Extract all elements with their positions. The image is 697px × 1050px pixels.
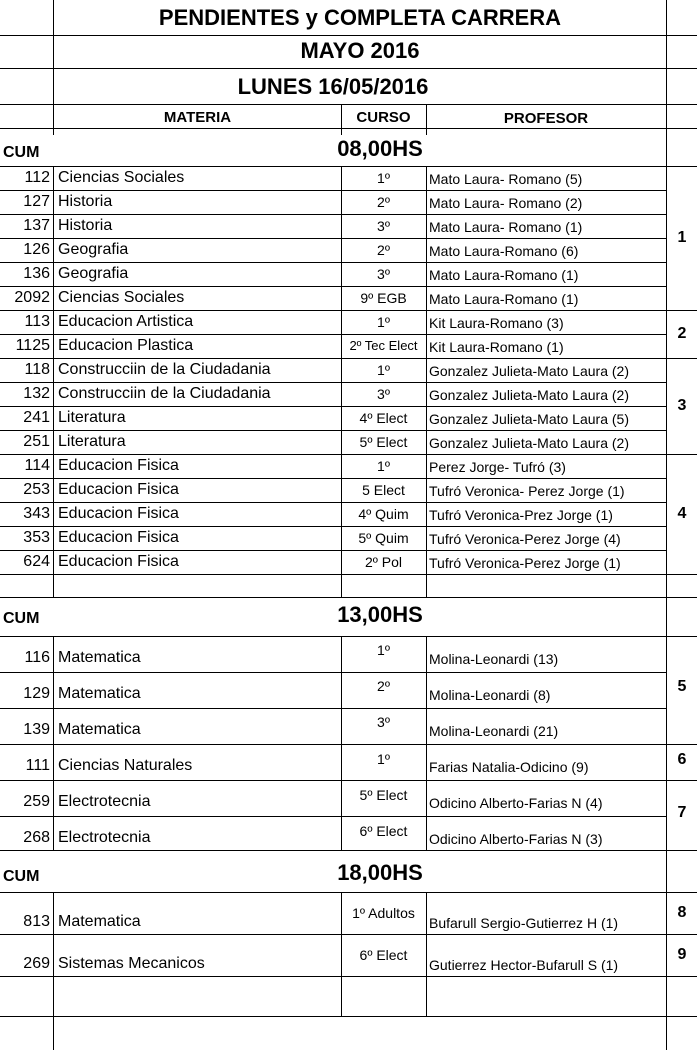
grid-line bbox=[0, 850, 697, 851]
grid-line bbox=[0, 708, 666, 709]
grid-line bbox=[0, 238, 666, 239]
code-cell: 118 bbox=[24, 361, 50, 378]
code-cell: 259 bbox=[23, 793, 50, 810]
code-cell: 139 bbox=[23, 721, 50, 738]
profesor-cell: Molina-Leonardi (8) bbox=[429, 687, 551, 703]
profesor-cell: Tufró Veronica-Perez Jorge (4) bbox=[429, 531, 621, 547]
cum-label: CUM bbox=[3, 144, 40, 161]
code-cell: 137 bbox=[23, 217, 50, 234]
curso-cell: 1º bbox=[377, 170, 390, 186]
group-number: 2 bbox=[677, 325, 687, 342]
curso-cell: 3º bbox=[377, 218, 390, 234]
curso-cell: 1º bbox=[377, 362, 390, 378]
curso-cell: 5º Elect bbox=[359, 434, 408, 450]
curso-cell: 1º bbox=[377, 458, 390, 474]
grid-line bbox=[0, 262, 666, 263]
curso-cell: 6º Elect bbox=[359, 823, 408, 839]
grid-line bbox=[0, 358, 697, 359]
grid-line bbox=[0, 574, 697, 575]
grid-line bbox=[426, 104, 427, 135]
code-cell: 132 bbox=[23, 385, 50, 402]
profesor-cell: Mato Laura- Romano (2) bbox=[429, 195, 583, 211]
curso-cell: 1º bbox=[377, 642, 390, 658]
grid-line bbox=[0, 128, 697, 129]
grid-line bbox=[426, 636, 427, 850]
materia-cell: Educacion Fisica bbox=[58, 529, 179, 546]
profesor-cell: Mato Laura-Romano (1) bbox=[429, 267, 579, 283]
materia-cell: Educacion Artistica bbox=[58, 313, 194, 330]
group-number: 6 bbox=[677, 751, 687, 768]
profesor-cell: Tufró Veronica- Perez Jorge (1) bbox=[429, 483, 625, 499]
materia-cell: Ciencias Sociales bbox=[58, 289, 185, 306]
materia-cell: Educacion Plastica bbox=[58, 337, 194, 354]
grid-line bbox=[0, 526, 666, 527]
materia-cell: Geografia bbox=[58, 265, 129, 282]
grid-line bbox=[341, 636, 342, 850]
grid-line bbox=[0, 478, 666, 479]
code-cell: 114 bbox=[24, 457, 50, 474]
profesor-cell: Molina-Leonardi (13) bbox=[429, 651, 559, 667]
code-cell: 126 bbox=[23, 241, 50, 258]
group-number: 9 bbox=[677, 946, 687, 963]
grid-line bbox=[0, 454, 697, 455]
grid-line bbox=[0, 310, 697, 311]
time-slot-heading: 18,00HS bbox=[337, 860, 423, 885]
profesor-cell: Farias Natalia-Odicino (9) bbox=[429, 759, 589, 775]
cum-label: CUM bbox=[3, 868, 40, 885]
materia-cell: Historia bbox=[58, 217, 113, 234]
code-cell: 813 bbox=[23, 913, 50, 930]
materia-cell: Ciencias Sociales bbox=[58, 169, 185, 186]
profesor-cell: Perez Jorge- Tufró (3) bbox=[429, 459, 566, 475]
profesor-cell: Bufarull Sergio-Gutierrez H (1) bbox=[429, 915, 619, 931]
code-cell: 343 bbox=[23, 505, 50, 522]
profesor-cell: Tufró Veronica-Perez Jorge (1) bbox=[429, 555, 621, 571]
code-cell: 113 bbox=[24, 313, 50, 330]
grid-line bbox=[0, 597, 697, 598]
profesor-cell: Odicino Alberto-Farias N (4) bbox=[429, 795, 603, 811]
curso-cell: 4º Quim bbox=[358, 506, 409, 522]
group-number: 1 bbox=[677, 229, 687, 246]
profesor-cell: Gutierrez Hector-Bufarull S (1) bbox=[429, 957, 619, 973]
column-header-curso: CURSO bbox=[356, 109, 411, 126]
materia-cell: Educacion Fisica bbox=[58, 505, 179, 522]
curso-cell: 5º Quim bbox=[358, 530, 409, 546]
grid-line bbox=[53, 892, 54, 1050]
grid-line bbox=[0, 166, 697, 167]
materia-cell: Educacion Fisica bbox=[58, 481, 179, 498]
materia-cell: Matematica bbox=[58, 913, 141, 930]
curso-cell: 4º Elect bbox=[359, 410, 408, 426]
materia-cell: Literatura bbox=[58, 409, 126, 426]
profesor-cell: Gonzalez Julieta-Mato Laura (5) bbox=[429, 411, 629, 427]
grid-line bbox=[0, 780, 697, 781]
grid-line bbox=[0, 382, 666, 383]
profesor-cell: Odicino Alberto-Farias N (3) bbox=[429, 831, 603, 847]
grid-line bbox=[0, 636, 697, 637]
materia-cell: Educacion Fisica bbox=[58, 553, 179, 570]
code-cell: 127 bbox=[23, 193, 50, 210]
profesor-cell: Mato Laura- Romano (5) bbox=[429, 171, 583, 187]
grid-line bbox=[0, 68, 697, 69]
curso-cell: 2º Tec Elect bbox=[349, 338, 418, 353]
grid-line bbox=[0, 406, 666, 407]
grid-line bbox=[0, 502, 666, 503]
code-cell: 241 bbox=[23, 409, 50, 426]
group-number: 5 bbox=[677, 678, 687, 695]
curso-cell: 2º bbox=[377, 194, 390, 210]
time-slot-heading: 08,00HS bbox=[337, 136, 423, 161]
code-cell: 111 bbox=[25, 757, 50, 774]
curso-cell: 3º bbox=[377, 714, 390, 730]
month-title: MAYO 2016 bbox=[300, 38, 420, 63]
profesor-cell: Tufró Veronica-Prez Jorge (1) bbox=[429, 507, 613, 523]
group-number: 4 bbox=[677, 505, 687, 522]
materia-cell: Electrotecnia bbox=[58, 793, 151, 810]
profesor-cell: Molina-Leonardi (21) bbox=[429, 723, 559, 739]
profesor-cell: Mato Laura-Romano (6) bbox=[429, 243, 579, 259]
grid-line bbox=[0, 286, 666, 287]
curso-cell: 1º Adultos bbox=[352, 905, 415, 921]
grid-line bbox=[53, 636, 54, 850]
materia-cell: Electrotecnia bbox=[58, 829, 151, 846]
materia-cell: Matematica bbox=[58, 685, 141, 702]
grid-line bbox=[0, 976, 697, 977]
grid-line bbox=[0, 892, 697, 893]
materia-cell: Geografia bbox=[58, 241, 129, 258]
curso-cell: 3º bbox=[377, 386, 390, 402]
date-title: LUNES 16/05/2016 bbox=[237, 74, 429, 99]
grid-line bbox=[0, 1016, 697, 1017]
group-number: 7 bbox=[677, 804, 687, 821]
profesor-cell: Gonzalez Julieta-Mato Laura (2) bbox=[429, 363, 629, 379]
grid-line bbox=[0, 672, 666, 673]
materia-cell: Ciencias Naturales bbox=[58, 757, 193, 774]
column-header-profesor: PROFESOR bbox=[503, 110, 589, 127]
curso-cell: 1º bbox=[377, 751, 390, 767]
grid-line bbox=[341, 104, 342, 135]
materia-cell: Historia bbox=[58, 193, 113, 210]
grid-line bbox=[0, 190, 666, 191]
grid-line bbox=[0, 550, 666, 551]
materia-cell: Educacion Fisica bbox=[58, 457, 179, 474]
materia-cell: Construcciin de la Ciudadania bbox=[58, 361, 271, 378]
code-cell: 251 bbox=[23, 433, 50, 450]
cum-label: CUM bbox=[3, 610, 40, 627]
profesor-cell: Kit Laura-Romano (3) bbox=[429, 315, 564, 331]
grid-line bbox=[0, 35, 697, 36]
column-header-materia: MATERIA bbox=[163, 109, 232, 126]
profesor-cell: Mato Laura- Romano (1) bbox=[429, 219, 583, 235]
curso-cell: 5º Elect bbox=[359, 787, 408, 803]
code-cell: 116 bbox=[24, 649, 50, 666]
curso-cell: 2º bbox=[377, 242, 390, 258]
code-cell: 268 bbox=[23, 829, 50, 846]
code-cell: 353 bbox=[23, 529, 50, 546]
time-slot-heading: 13,00HS bbox=[337, 602, 423, 627]
code-cell: 624 bbox=[23, 553, 50, 570]
curso-cell: 2º bbox=[377, 678, 390, 694]
grid-line bbox=[0, 334, 666, 335]
code-cell: 1125 bbox=[15, 337, 50, 354]
page-title: PENDIENTES y COMPLETA CARRERA bbox=[158, 5, 562, 30]
code-cell: 136 bbox=[23, 265, 50, 282]
code-cell: 269 bbox=[23, 955, 50, 972]
grid-line bbox=[0, 214, 666, 215]
grid-line bbox=[0, 104, 697, 105]
grid-line bbox=[0, 430, 666, 431]
code-cell: 2092 bbox=[14, 289, 50, 306]
code-cell: 253 bbox=[23, 481, 50, 498]
code-cell: 129 bbox=[23, 685, 50, 702]
profesor-cell: Gonzalez Julieta-Mato Laura (2) bbox=[429, 387, 629, 403]
materia-cell: Matematica bbox=[58, 721, 141, 738]
group-number: 8 bbox=[677, 904, 687, 921]
profesor-cell: Gonzalez Julieta-Mato Laura (2) bbox=[429, 435, 629, 451]
curso-cell: 5 Elect bbox=[362, 482, 405, 498]
materia-cell: Construcciin de la Ciudadania bbox=[58, 385, 271, 402]
grid-line bbox=[426, 892, 427, 1016]
code-cell: 112 bbox=[24, 169, 50, 186]
materia-cell: Sistemas Mecanicos bbox=[58, 955, 205, 972]
curso-cell: 1º bbox=[377, 314, 390, 330]
curso-cell: 9º EGB bbox=[360, 290, 407, 306]
grid-line bbox=[341, 892, 342, 1016]
materia-cell: Literatura bbox=[58, 433, 126, 450]
curso-cell: 2º Pol bbox=[364, 554, 403, 570]
curso-cell: 3º bbox=[377, 266, 390, 282]
profesor-cell: Mato Laura-Romano (1) bbox=[429, 291, 579, 307]
grid-line bbox=[0, 934, 697, 935]
curso-cell: 6º Elect bbox=[359, 947, 408, 963]
materia-cell: Matematica bbox=[58, 649, 141, 666]
group-number: 3 bbox=[677, 397, 687, 414]
grid-line bbox=[0, 816, 666, 817]
grid-line bbox=[0, 744, 697, 745]
profesor-cell: Kit Laura-Romano (1) bbox=[429, 339, 564, 355]
